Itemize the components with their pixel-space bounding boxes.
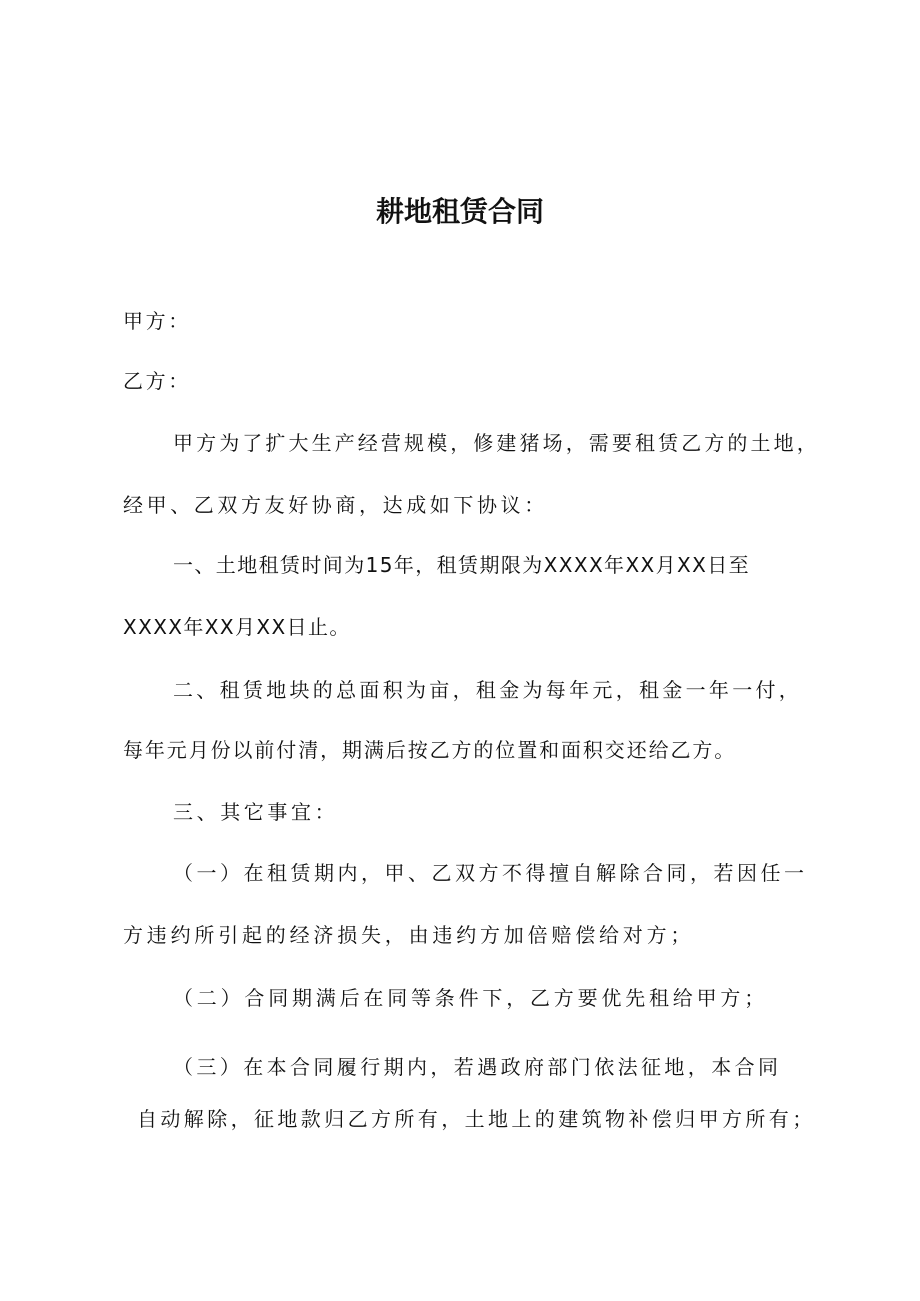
clause-1-line-1: 一、土地租赁时间为15年，租赁期限为XXXX年XX月XX日至 — [173, 553, 751, 577]
subclause-1-line-2: 方违约所引起的经济损失，由违约方加倍赔偿给对方； — [123, 923, 695, 947]
subclause-1-line-1: （一）在租赁期内，甲、乙双方不得擅自解除合同，若因任一 — [173, 861, 808, 885]
party-a-label: 甲方： — [123, 309, 191, 333]
clause-1-line-2: XXXX年XX月XX日止。 — [123, 615, 351, 639]
subclause-3-line-1: （三）在本合同履行期内，若遇政府部门依法征地，本合同 — [173, 1055, 782, 1079]
clause-2-line-2: 每年元月份以前付清，期满后按乙方的位置和面积交还给乙方。 — [123, 738, 737, 762]
subclause-2: （二）合同期满后在同等条件下，乙方要优先租给甲方； — [173, 986, 768, 1010]
clause-2-line-1: 二、租赁地块的总面积为亩，租金为每年元，租金一年一付， — [173, 678, 803, 702]
document-title: 耕地租赁合同 — [375, 195, 544, 228]
party-b-label: 乙方： — [123, 369, 191, 393]
clause-3-heading: 三、其它事宜： — [173, 800, 339, 824]
intro-line-1: 甲方为了扩大生产经营规模，修建猪场，需要租赁乙方的土地， — [173, 431, 820, 455]
intro-line-2: 经甲、乙双方友好协商，达成如下协议： — [123, 493, 548, 517]
subclause-3-line-2: 自动解除，征地款归乙方所有，土地上的建筑物补偿归甲方所有； — [137, 1107, 816, 1131]
